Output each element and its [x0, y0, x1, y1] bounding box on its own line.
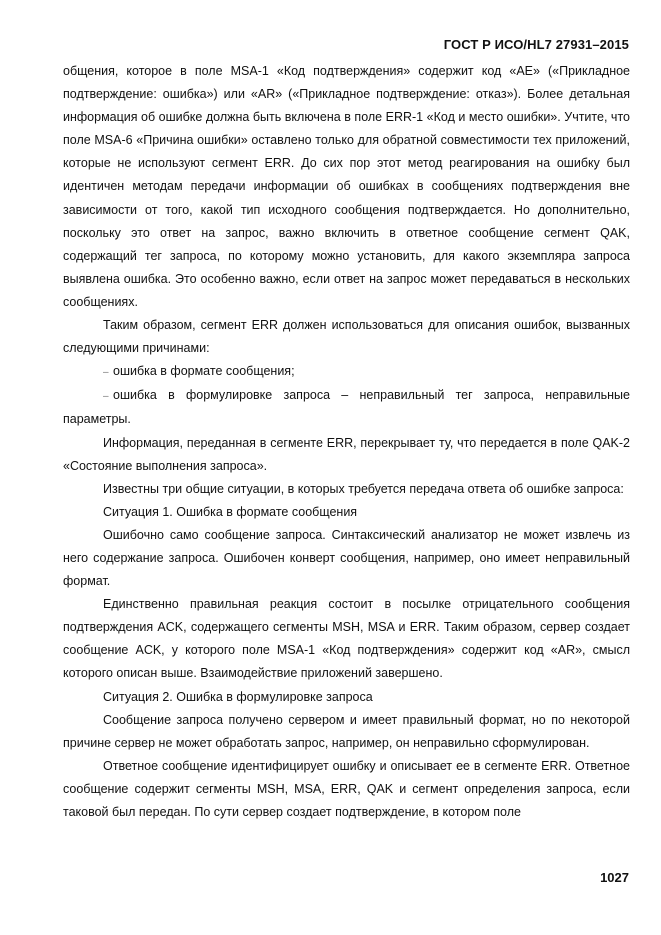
paragraph: Ошибочно само сообщение запроса. Синтаксический анализатор не может извлечь из него содержание запроса. Ошибочен конверт сообщения, например, оно имеет неправильный формат. [63, 527, 630, 589]
section-subheading: Ситуация 2. Ошибка в формулировке запроса [103, 689, 373, 704]
page-number: 1027 [600, 870, 629, 885]
paragraph: Информация, переданная в сегменте ERR, перекрывает ту, что передается в поле QAK-2 «Состояние выполнения запроса». [63, 435, 630, 473]
document-header: ГОСТ Р ИСО/HL7 27931–2015 [443, 37, 629, 52]
list-item [63, 384, 630, 431]
list-item [63, 360, 630, 384]
bullet-marker: – [103, 367, 109, 379]
document-body [63, 60, 630, 824]
paragraph: Известны три общие ситуации, в которых требуется передача ответа об ошибке запроса: [103, 481, 624, 496]
paragraph: Единственно правильная реакция состоит в посылке отрицательного сообщения подтверждения ACK, содержащего сегменты MSH, MSA и ERR. Таким образом, сервер создает сообщение ACK, у которого поле MSA-1 «Код подтверждения» содержит код «AR», смысл которого описан выше. Взаимодействие приложений завершено. [63, 597, 630, 681]
list-item-text: ошибка в формате сообщения; [113, 364, 295, 379]
paragraph: Сообщение запроса получено сервером и имеет правильный формат, но по некоторой причине сервер не может обработать запрос, например, он неправильно сформулирован. [63, 712, 630, 750]
paragraph: общения, которое в поле MSA-1 «Код подтверждения» содержит код «AE» («Прикладное подтверждение: ошибка») или «AR» («Прикладное подтверждение: отказ»). Более детальная информация об ошибке должна быть включена в поле ERR-1 «Код и место ошибки». Учтите, что поле MSA-6 «Причина ошибки» оставлено только для обратной совместимости тех приложений, которые не используют сегмент ERR. До сих пор этот метод реагирования на ошибку был идентичен методам передачи информации об ошибках в сообщениях подтверждения вне зависимости от того, какой тип исходного сообщения подтверждается. Но дополнительно, поскольку это ответ на запрос, важно включить в ответное сообщение сегмент QAK, содержащий тег запроса, по которому можно установить, для какого экземпляра запроса выявлена ошибка. Это особенно важно, если ответ на запрос может передаваться в нескольких сообщениях. [63, 64, 630, 309]
paragraph: Таким образом, сегмент ERR должен использоваться для описания ошибок, вызванных следующими причинами: [63, 318, 630, 356]
bullet-marker: – [103, 391, 109, 403]
list-item-text: ошибка в формулировке запроса – неправильный тег запроса, неправильные параметры. [63, 388, 630, 427]
paragraph: Ответное сообщение идентифицирует ошибку и описывает ее в сегменте ERR. Ответное сообщение содержит сегменты MSH, MSA, ERR, QAK и сегмент определения запроса, если таковой был передан. По сути сервер создает подтверждение, в котором поле [63, 758, 630, 819]
section-subheading: Ситуация 1. Ошибка в формате сообщения [103, 504, 358, 519]
